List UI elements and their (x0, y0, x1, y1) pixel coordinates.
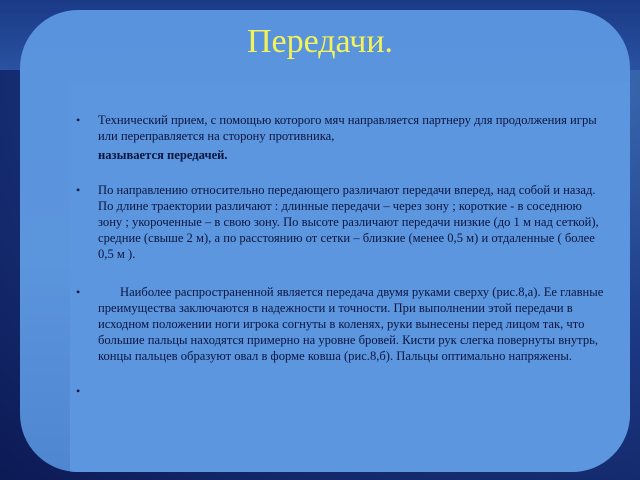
bullet-icon: • (76, 383, 81, 398)
bullet-icon: • (76, 113, 81, 127)
bullet-icon: • (76, 284, 81, 299)
bullet-text: По направлению относительно передающего различают передачи вперед, над собой и назад. По длине траектории различают : длинные передачи – через зону ; короткие - в соседнюю зону ; укороченные – в свою зону. По высоте различают передачи низкие (до 1 м над сеткой), средние (свыше 2 м), а по расстоянию от сетки – близкие (менее 0,5 м) и отдаленные ( более 0,5 м ). (98, 182, 599, 262)
bullet-item (76, 284, 606, 365)
bullet-item (76, 112, 606, 164)
bullet-text: Наиболее распространенной является передача двумя руками сверху (рис.8,а). Ее главные преимущества заключаются в надежности и точности. При выполнении этой передачи в исходном положении ноги игрока согнуты в коленях, руки вынесены перед лицом так, что большие пальцы находятся примерно на уровне бровей. Кисти рук слегка повернуты внутрь, концы пальцев образуют овал в форме ковша (рис.8,б). Пальцы оптимально напряжены. (98, 284, 604, 364)
slide-content (76, 112, 606, 398)
bullet-text: Технический прием, с помощью которого мяч направляется партнеру для продолжения игры или переправляется на сторону противника, (98, 113, 597, 144)
bullet-icon: • (76, 182, 81, 197)
slide-title: Передачи. (246, 23, 394, 60)
bullet-item (76, 182, 606, 263)
bullet-emphasis: называется передачей. (98, 148, 228, 163)
